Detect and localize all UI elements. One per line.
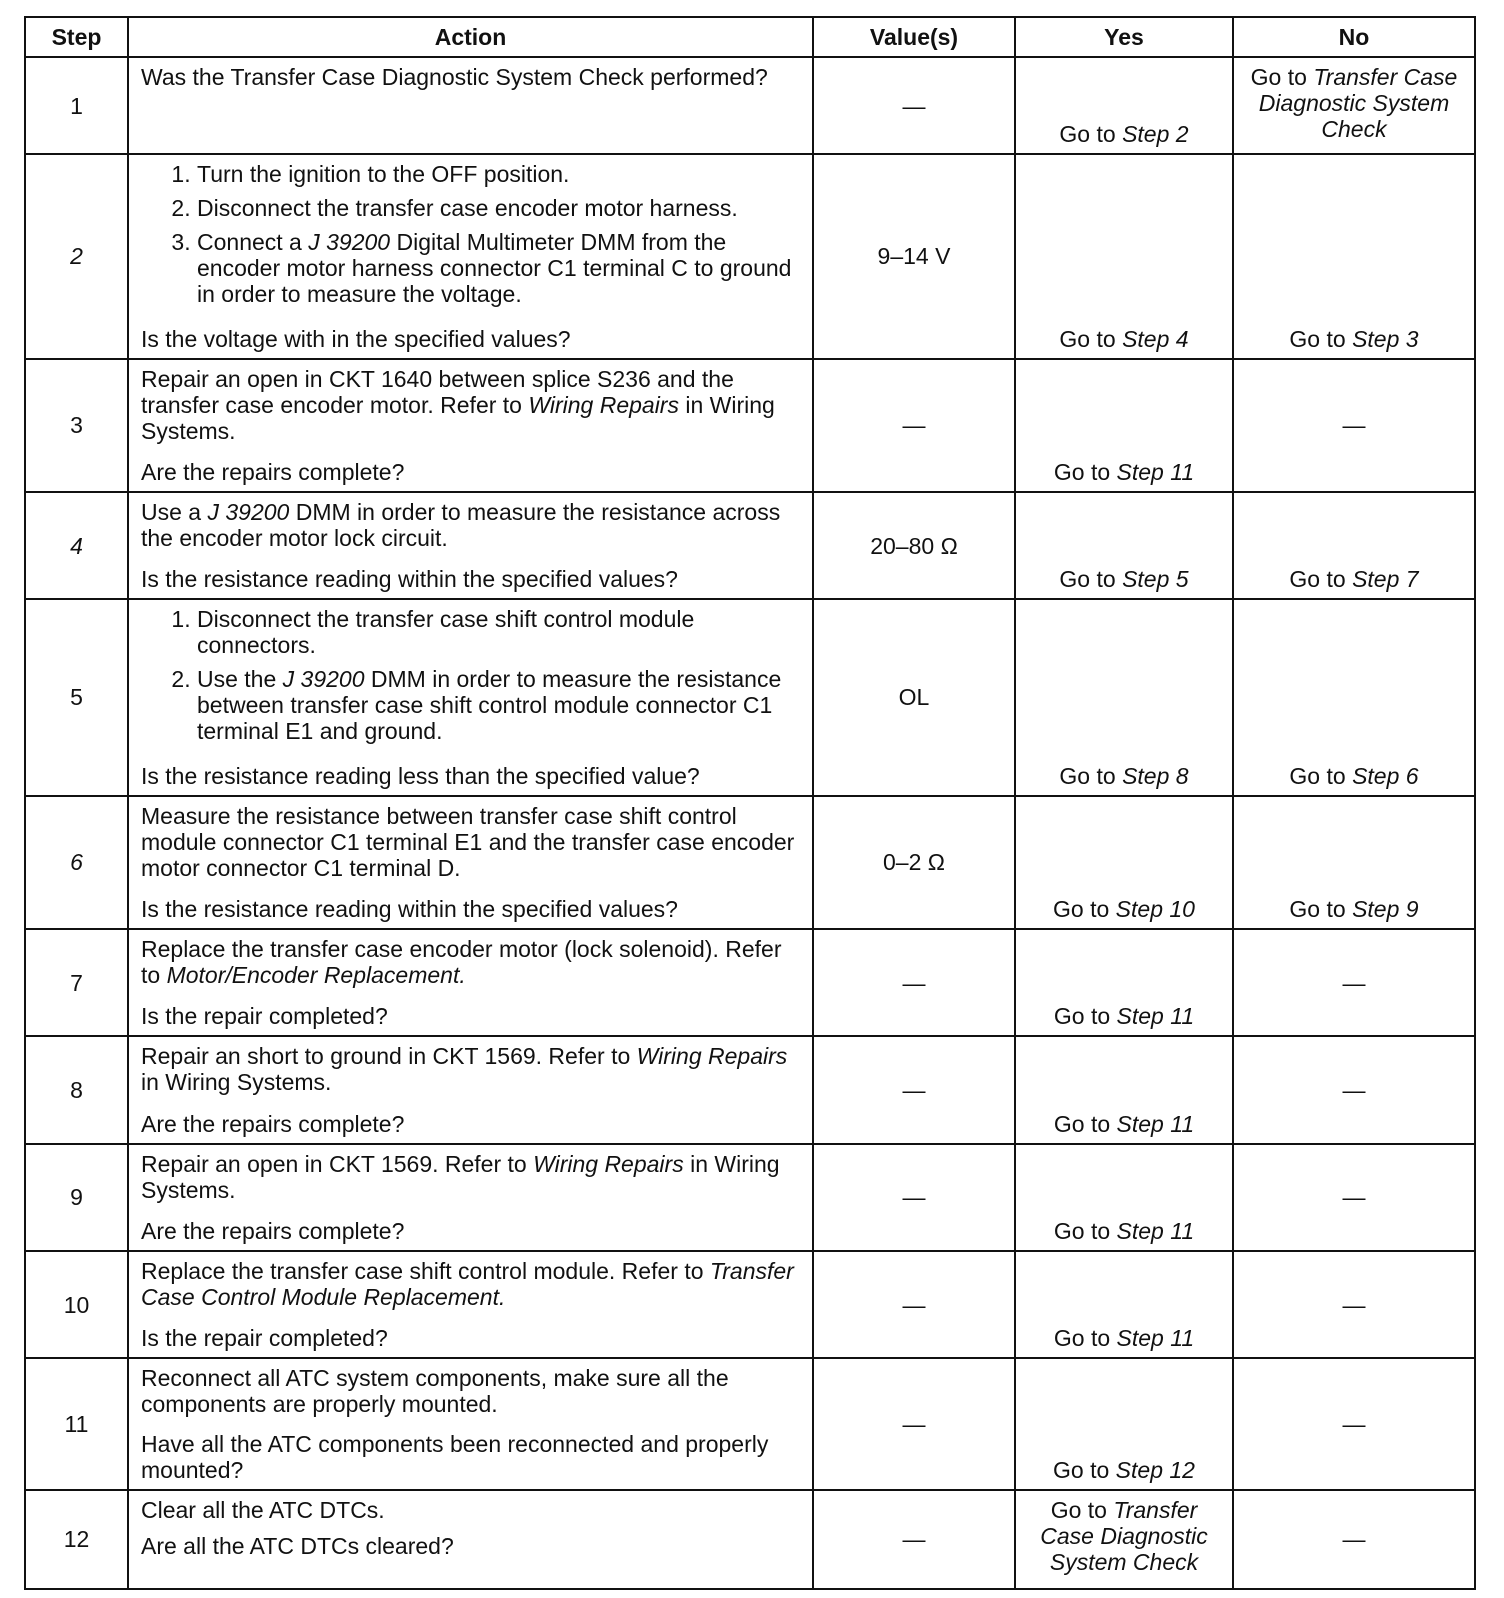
action-cell [128, 492, 813, 599]
action-question: Have all the ATC components been reconnected and properly mounted? [141, 1430, 769, 1483]
tool-reference: J 39200 [282, 666, 365, 693]
yes-cell [1015, 1490, 1233, 1589]
manual-reference: Motor/Encoder Replacement. [166, 962, 466, 989]
action-question: Are the repairs complete? [141, 459, 405, 486]
goto-label: Go to [1289, 325, 1346, 352]
step-number: 10 [25, 1251, 128, 1358]
action-text-part: DMM in order to measure the resistance across the encoder motor lock circuit. [141, 499, 781, 552]
step-link[interactable]: Step 9 [1352, 896, 1419, 923]
table-row [25, 929, 1475, 1036]
yes-goto[interactable] [1016, 459, 1232, 485]
goto-label: Go to [1059, 566, 1116, 593]
no-dash: — [1342, 1077, 1366, 1104]
action-text-part: Repair an open in CKT 1640 between splice S236 and the transfer case encoder motor. Refer to [141, 365, 734, 418]
table-row [25, 1490, 1475, 1589]
goto-label: Go to [1053, 1456, 1110, 1483]
step-number: 6 [25, 796, 128, 930]
action-text [141, 366, 802, 444]
yes-cell [1015, 929, 1233, 1036]
action-text-part: Repair an short to ground in CKT 1569. Refer to [141, 1043, 631, 1070]
header-row [25, 17, 1475, 57]
action-text-part: DMM in order to measure the resistance between transfer case shift control module connector C1 terminal E1 and ground. [197, 666, 782, 745]
step-number: 7 [25, 929, 128, 1036]
step-link[interactable]: Step 11 [1116, 1217, 1195, 1244]
yes-cell [1015, 1144, 1233, 1251]
yes-cell [1015, 359, 1233, 493]
action-question: Are the repairs complete? [141, 1110, 405, 1137]
yes-goto[interactable] [1016, 121, 1232, 147]
table-row [25, 1036, 1475, 1143]
goto-label: Go to [1053, 459, 1111, 486]
table-row [25, 492, 1475, 599]
table-row [25, 57, 1475, 154]
no-cell [1233, 599, 1475, 795]
value-cell: 0–2 Ω [813, 796, 1015, 930]
yes-goto[interactable] [1016, 1218, 1232, 1244]
value-cell: — [813, 1490, 1015, 1589]
no-goto[interactable] [1234, 58, 1474, 142]
table-row [25, 796, 1475, 930]
no-cell [1233, 57, 1475, 154]
no-dash: — [1342, 1184, 1366, 1211]
goto-label: Go to [1053, 1217, 1111, 1244]
no-cell [1233, 1490, 1475, 1589]
procedure-link[interactable]: Transfer Case Diagnostic System Check [1040, 1496, 1208, 1575]
yes-cell [1015, 1251, 1233, 1358]
no-goto[interactable] [1234, 763, 1474, 789]
action-text-part: Use a [141, 499, 202, 526]
action-cell [128, 1251, 813, 1358]
action-text [141, 1258, 802, 1310]
action-content [129, 360, 812, 492]
action-text: Was the Transfer Case Diagnostic System Check performed? [141, 64, 768, 90]
manual-reference: Wiring Repairs [636, 1043, 788, 1070]
step-link[interactable]: Step 10 [1115, 896, 1195, 923]
value-cell: — [813, 359, 1015, 493]
no-goto[interactable] [1234, 326, 1474, 352]
action-text-part: in Wiring Systems. [141, 1150, 780, 1203]
step-number: 11 [25, 1358, 128, 1490]
action-question: Are all the ATC DTCs cleared? [141, 1532, 454, 1559]
action-cell [128, 796, 813, 930]
table-row [25, 1358, 1475, 1490]
no-dash: — [1342, 969, 1366, 996]
table-row [25, 154, 1475, 358]
goto-label: Go to [1289, 566, 1346, 593]
table-row [25, 1251, 1475, 1358]
action-cell [128, 1036, 813, 1143]
action-question: Are the repairs complete? [141, 1217, 405, 1244]
action-text-part: in Wiring Systems. [141, 1069, 332, 1096]
action-cell [128, 1358, 813, 1490]
goto-label: Go to [1053, 1003, 1111, 1030]
action-content [129, 1145, 812, 1250]
yes-goto[interactable] [1016, 763, 1232, 789]
yes-goto[interactable] [1016, 1325, 1232, 1351]
no-cell [1233, 1144, 1475, 1251]
goto-label: Go to [1059, 121, 1116, 148]
table-row [25, 599, 1475, 795]
goto-label: Go to [1050, 1496, 1107, 1523]
step-link[interactable]: Step 11 [1116, 1110, 1195, 1137]
yes-cell [1015, 492, 1233, 599]
action-step-item [197, 229, 802, 307]
step-number: 12 [25, 1490, 128, 1589]
step-number: 1 [25, 57, 128, 154]
goto-label: Go to [1289, 896, 1346, 923]
action-question: Is the voltage with in the specified values? [141, 325, 571, 352]
action-cell [128, 599, 813, 795]
action-cell [128, 929, 813, 1036]
yes-cell [1015, 796, 1233, 930]
action-question: Is the resistance reading less than the specified value? [141, 762, 700, 789]
yes-cell [1015, 57, 1233, 154]
action-content [129, 493, 812, 598]
step-number: 4 [25, 492, 128, 599]
table-row [25, 1144, 1475, 1251]
action-question: Is the repair completed? [141, 1003, 388, 1030]
action-step-item: 1. Disconnect the transfer case shift control module connectors. [197, 606, 802, 658]
action-text-part: Digital Multimeter DMM from the encoder motor harness connector C1 terminal C to ground in order to measure the voltage. [197, 229, 792, 308]
no-cell [1233, 492, 1475, 599]
yes-goto[interactable] [1016, 326, 1232, 352]
action-text [141, 1043, 802, 1095]
yes-cell [1015, 1358, 1233, 1490]
no-cell [1233, 154, 1475, 358]
action-content [129, 1252, 812, 1357]
no-cell [1233, 1358, 1475, 1490]
step-link[interactable]: Step 5 [1122, 566, 1189, 593]
action-content [129, 1491, 812, 1588]
action-text [141, 499, 802, 551]
no-cell [1233, 1036, 1475, 1143]
manual-reference: Wiring Repairs [533, 1150, 684, 1177]
action-text: Measure the resistance between transfer case shift control module connector C1 terminal E1 and the transfer case encoder motor connector C1 terminal D. [141, 802, 795, 881]
step-link[interactable]: Step 4 [1122, 325, 1189, 352]
yes-goto[interactable] [1016, 1111, 1232, 1137]
action-step-item: 1. Turn the ignition to the OFF position. [197, 161, 802, 187]
step-link[interactable]: Step 3 [1352, 325, 1419, 352]
no-dash: — [1342, 1526, 1366, 1553]
yes-goto[interactable] [1016, 1457, 1232, 1483]
action-content [129, 797, 812, 929]
action-cell [128, 154, 813, 358]
action-text [141, 1151, 802, 1203]
yes-goto[interactable] [1016, 566, 1232, 592]
goto-label: Go to [1059, 762, 1116, 789]
step-number: 5 [25, 599, 128, 795]
no-goto[interactable] [1234, 566, 1474, 592]
goto-label: Go to [1053, 896, 1110, 923]
action-text: Clear all the ATC DTCs. [141, 1496, 385, 1523]
action-steps [141, 606, 802, 752]
no-cell [1233, 796, 1475, 930]
manual-reference: Transfer Case Control Module Replacement. [141, 1257, 794, 1310]
action-question: Is the resistance reading within the specified values? [141, 566, 678, 593]
goto-label: Go to [1053, 1110, 1111, 1137]
goto-label: Go to [1250, 64, 1307, 90]
step-number: 3 [25, 359, 128, 493]
value-cell: — [813, 1358, 1015, 1490]
action-step-item: 2. Disconnect the transfer case encoder motor harness. [197, 195, 802, 221]
step-link[interactable]: Step 8 [1122, 762, 1189, 789]
step-number: 8 [25, 1036, 128, 1143]
step-link[interactable]: Step 11 [1116, 1003, 1195, 1030]
tool-reference: J 39200 [207, 499, 290, 526]
no-cell [1233, 359, 1475, 493]
yes-goto[interactable] [1016, 1491, 1232, 1575]
action-text-part: Repair an open in CKT 1569. Refer to [141, 1150, 527, 1177]
yes-cell [1015, 154, 1233, 358]
manual-reference: Wiring Repairs [528, 391, 679, 418]
no-cell [1233, 929, 1475, 1036]
no-goto[interactable] [1234, 896, 1474, 922]
diagnostic-table [24, 16, 1476, 1590]
no-cell [1233, 1251, 1475, 1358]
action-cell [128, 57, 813, 154]
no-dash: — [1342, 1410, 1366, 1437]
step-link[interactable]: Step 6 [1352, 762, 1419, 789]
action-content [129, 1037, 812, 1142]
action-cell [128, 1144, 813, 1251]
header-action: Action [128, 17, 813, 57]
action-text-part: in Wiring Systems. [141, 391, 775, 444]
header-values: Value(s) [813, 17, 1015, 57]
value-cell: 20–80 Ω [813, 492, 1015, 599]
value-cell: 9–14 V [813, 154, 1015, 358]
action-text-part: Connect a [197, 229, 302, 256]
step-number: 9 [25, 1144, 128, 1251]
procedure-link[interactable]: Transfer Case Diagnostic System Check [1258, 64, 1458, 142]
no-dash: — [1342, 1291, 1366, 1318]
action-content [129, 58, 812, 153]
yes-goto[interactable] [1016, 1003, 1232, 1029]
goto-label: Go to [1289, 762, 1346, 789]
step-link[interactable]: Step 7 [1352, 566, 1419, 593]
value-cell: — [813, 1144, 1015, 1251]
action-text-part: Replace the transfer case shift control module. Refer to [141, 1257, 704, 1284]
action-text: Reconnect all ATC system components, make sure all the components are properly mounted. [141, 1365, 729, 1418]
action-cell [128, 1490, 813, 1589]
yes-cell [1015, 1036, 1233, 1143]
action-question: Is the repair completed? [141, 1325, 388, 1352]
action-content [129, 600, 812, 794]
step-link[interactable]: Step 2 [1122, 121, 1189, 148]
action-cell [128, 359, 813, 493]
step-link[interactable]: Step 11 [1116, 459, 1195, 486]
yes-cell [1015, 599, 1233, 795]
tool-reference: J 39200 [308, 229, 391, 256]
action-step-item [197, 666, 802, 744]
action-text-part: Replace the transfer case encoder motor (lock solenoid). Refer to [141, 936, 782, 989]
value-cell: — [813, 929, 1015, 1036]
action-content [129, 930, 812, 1035]
action-text-part: Use the [197, 666, 277, 693]
value-cell: — [813, 1251, 1015, 1358]
header-step: Step [25, 17, 128, 57]
step-link[interactable]: Step 12 [1115, 1456, 1195, 1483]
header-no: No [1233, 17, 1475, 57]
table-row [25, 359, 1475, 493]
action-content [129, 1359, 812, 1489]
action-steps [141, 161, 802, 315]
goto-label: Go to [1059, 325, 1116, 352]
value-cell: OL [813, 599, 1015, 795]
action-question: Is the resistance reading within the specified values? [141, 896, 678, 923]
action-text [141, 936, 802, 988]
step-number: 2 [25, 154, 128, 358]
header-yes: Yes [1015, 17, 1233, 57]
goto-label: Go to [1053, 1325, 1111, 1352]
value-cell: — [813, 1036, 1015, 1143]
yes-goto[interactable] [1016, 896, 1232, 922]
value-cell: — [813, 57, 1015, 154]
no-dash: — [1342, 412, 1366, 439]
step-link[interactable]: Step 11 [1116, 1325, 1195, 1352]
action-content [129, 155, 812, 357]
